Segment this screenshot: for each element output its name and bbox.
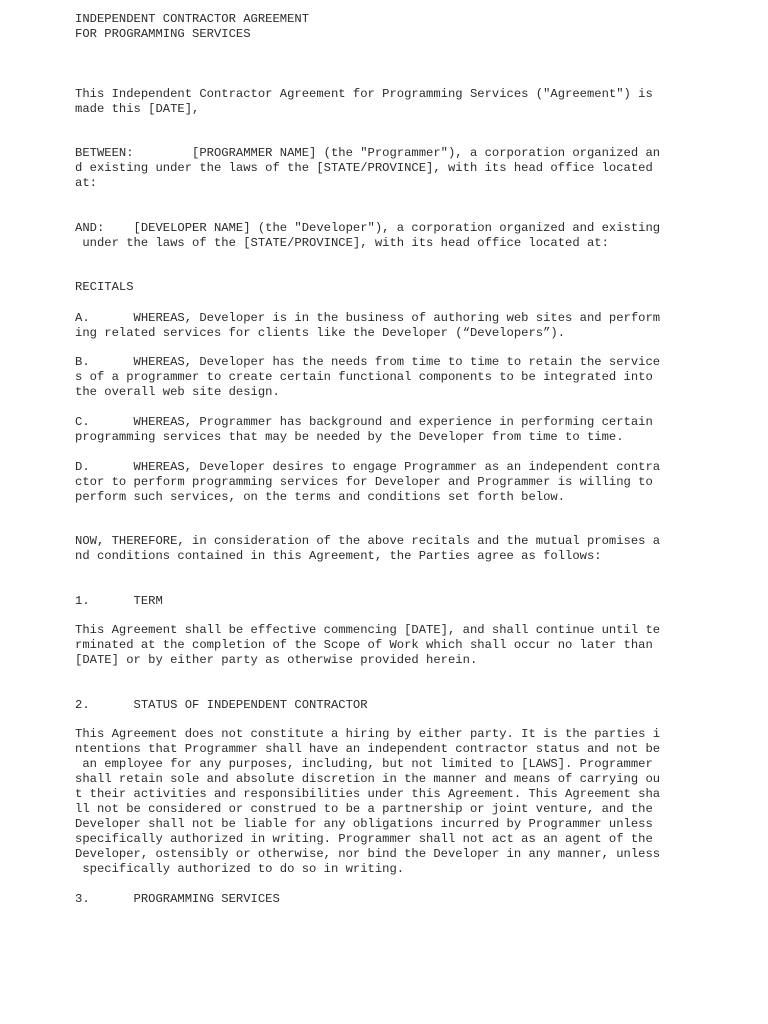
and-line-1: AND: [DEVELOPER NAME] (the "Developer"), a corporation organized and existing [75, 221, 661, 235]
recital-d-line-2: ctor to perform programming services for Developer and Programmer is willing to [75, 475, 653, 489]
status-line-9: Developer, ostensibly or otherwise, nor bind the Developer in any manner, unless [75, 847, 661, 861]
status-line-10: specifically authorized to do so in writing. [75, 862, 405, 876]
recital-d-line-3: perform such services, on the terms and conditions set forth below. [75, 490, 566, 504]
term-line-1: This Agreement shall be effective commencing [DATE], and shall continue until te [75, 623, 661, 637]
section-3-heading: 3. PROGRAMMING SERVICES [75, 892, 280, 906]
status-line-7: Developer shall not be liable for any obligations incurred by Programmer unless [75, 817, 653, 831]
status-line-3: an employee for any purposes, including, but not limited to [LAWS]. Programmer [75, 757, 653, 771]
and-line-2: under the laws of the [STATE/PROVINCE], with its head office located at: [75, 236, 609, 250]
term-line-2: rminated at the completion of the Scope of Work which shall occur no later than [75, 638, 653, 652]
recitals-heading: RECITALS [75, 280, 134, 294]
intro-line-2: made this [DATE], [75, 102, 200, 116]
recital-a-line-1: A. WHEREAS, Developer is in the business of authoring web sites and perform [75, 311, 661, 325]
recital-b-line-1: B. WHEREAS, Developer has the needs from time to time to retain the service [75, 355, 661, 369]
section-2-heading: 2. STATUS OF INDEPENDENT CONTRACTOR [75, 698, 368, 712]
status-line-5: t their activities and responsibilities under this Agreement. This Agreement sha [75, 787, 661, 801]
section-1-heading: 1. TERM [75, 594, 163, 608]
recital-a-line-2: ing related services for clients like the Developer (“Developers”). [75, 326, 566, 340]
status-line-4: shall retain sole and absolute discretion in the manner and means of carrying ou [75, 772, 661, 786]
status-line-8: specifically authorized in writing. Programmer shall not act as an agent of the [75, 832, 653, 846]
between-line-1: BETWEEN: [PROGRAMMER NAME] (the "Programmer"), a corporation organized an [75, 146, 661, 160]
recital-c-line-1: C. WHEREAS, Programmer has background and experience in performing certain [75, 415, 653, 429]
now-therefore-line-2: nd conditions contained in this Agreement, the Parties agree as follows: [75, 549, 602, 563]
status-line-1: This Agreement does not constitute a hiring by either party. It is the parties i [75, 727, 661, 741]
recital-b-line-3: the overall web site design. [75, 385, 280, 399]
intro-line-1: This Independent Contractor Agreement for Programming Services ("Agreement") is [75, 87, 653, 101]
doc-title-line-1: INDEPENDENT CONTRACTOR AGREEMENT [75, 12, 310, 26]
between-line-2: d existing under the laws of the [STATE/PROVINCE], with its head office located [75, 161, 653, 175]
status-line-2: ntentions that Programmer shall have an independent contractor status and not be [75, 742, 661, 756]
recital-c-line-2: programming services that may be needed by the Developer from time to time. [75, 430, 624, 444]
status-line-6: ll not be considered or construed to be a partnership or joint venture, and the [75, 802, 653, 816]
between-line-3: at: [75, 176, 97, 190]
recital-d-line-1: D. WHEREAS, Developer desires to engage Programmer as an independent contra [75, 460, 661, 474]
term-line-3: [DATE] or by either party as otherwise provided herein. [75, 653, 478, 667]
doc-title-line-2: FOR PROGRAMMING SERVICES [75, 27, 251, 41]
recital-b-line-2: s of a programmer to create certain functional components to be integrated into [75, 370, 653, 384]
now-therefore-line-1: NOW, THEREFORE, in consideration of the above recitals and the mutual promises a [75, 534, 661, 548]
